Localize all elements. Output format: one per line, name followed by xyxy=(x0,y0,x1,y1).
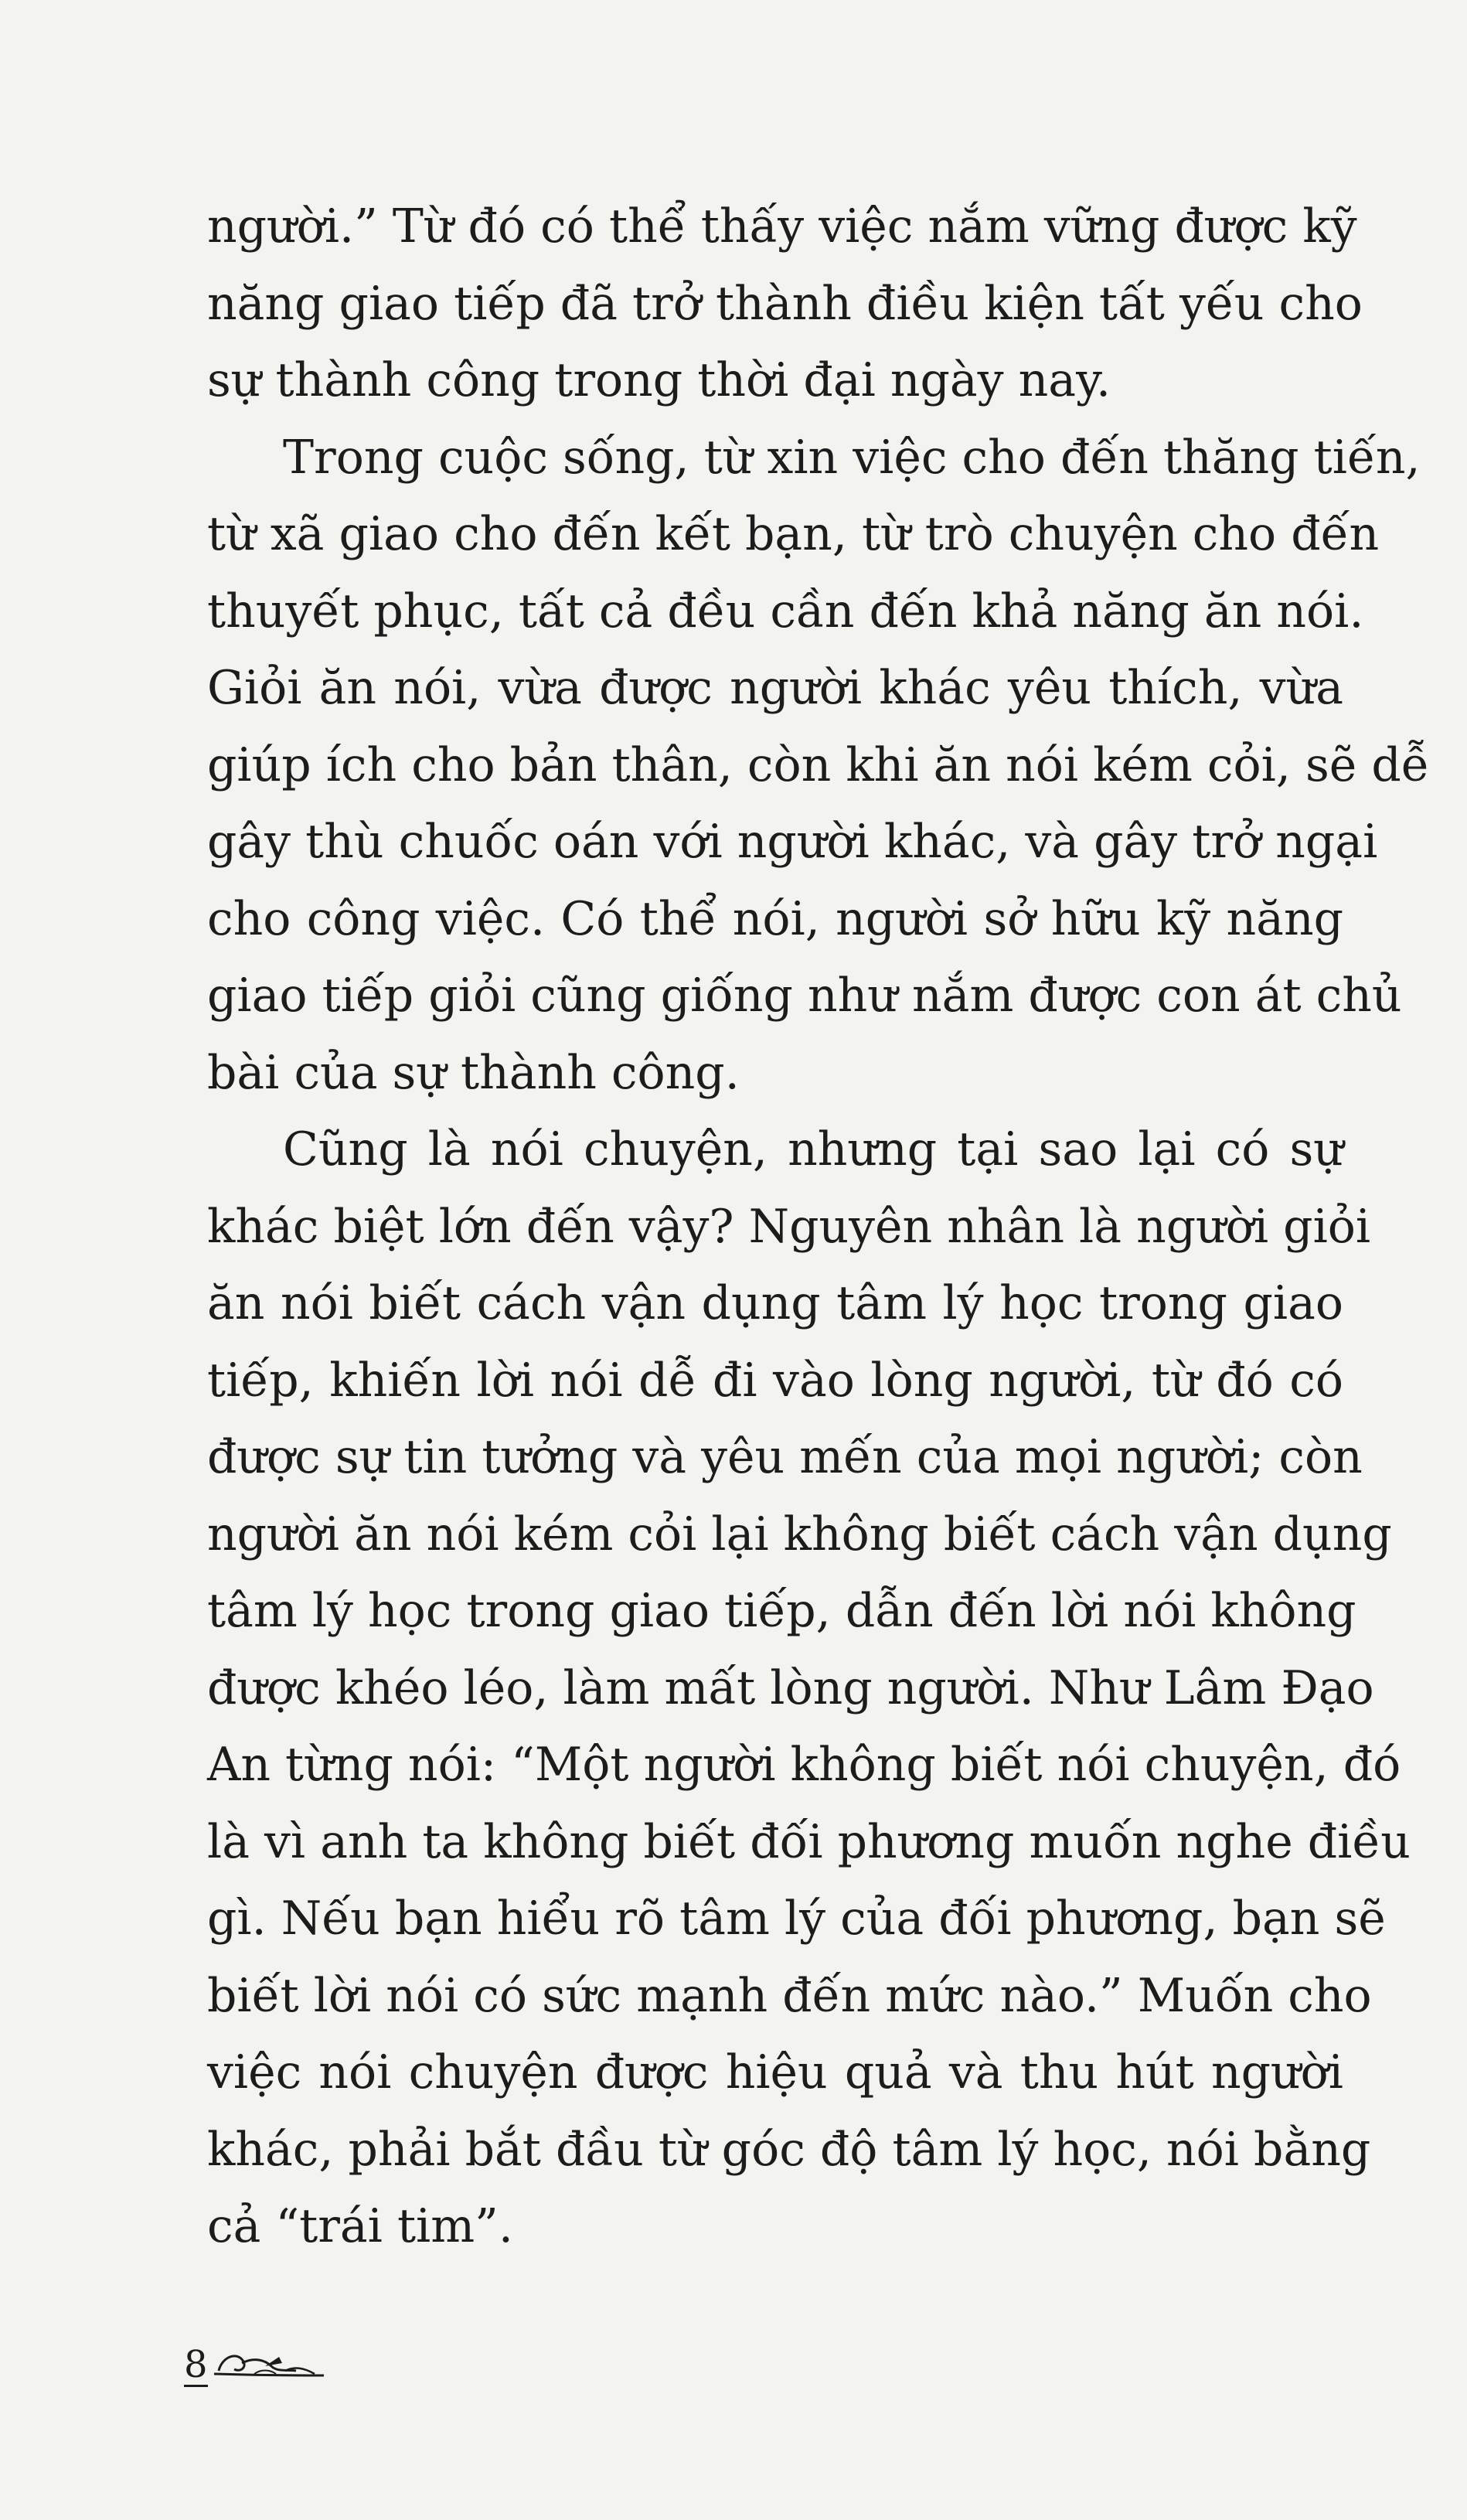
text-line: ăn nói biết cách vận dụng tâm lý học trong giao xyxy=(207,1276,1343,1330)
page-number: 8 xyxy=(184,2343,208,2386)
text-line: khác, phải bắt đầu từ góc độ tâm lý học, nói bằng xyxy=(207,2122,1371,2177)
text-line: giao tiếp giỏi cũng giống như nắm được con át chủ xyxy=(207,969,1402,1023)
text-line: khác biệt lớn đến vậy? Nguyên nhân là người giỏi xyxy=(207,1199,1371,1254)
text-line: được sự tin tưởng và yêu mến của mọi người; còn xyxy=(207,1430,1363,1484)
text-line: người.” Từ đó có thể thấy việc nắm vững được kỹ xyxy=(207,199,1357,254)
text-line: người ăn nói kém cỏi lại không biết cách vận dụng xyxy=(207,1507,1392,1561)
text-line: tâm lý học trong giao tiếp, dẫn đến lời nói không xyxy=(207,1584,1356,1638)
quill-ornament-icon xyxy=(211,2340,327,2390)
page-footer xyxy=(184,2325,327,2387)
text-line: năng giao tiếp đã trở thành điều kiện tất yếu cho xyxy=(207,276,1363,331)
text-line: giúp ích cho bản thân, còn khi ăn nói kém cỏi, sẽ dễ xyxy=(207,737,1430,792)
text-line: gây thù chuốc oán với người khác, và gây trở ngại xyxy=(207,815,1378,869)
text-line: thuyết phục, tất cả đều cần đến khả năng ăn nói. xyxy=(207,584,1364,639)
text-line: Giỏi ăn nói, vừa được người khác yêu thích, vừa xyxy=(207,661,1343,715)
text-line: cả “trái tim”. xyxy=(207,2199,513,2253)
body-text xyxy=(207,189,1430,2266)
text-line: việc nói chuyện được hiệu quả và thu hút người xyxy=(207,2045,1343,2099)
text-line: tiếp, khiến lời nói dễ đi vào lòng người, từ đó có xyxy=(207,1353,1343,1408)
text-line: An từng nói: “Một người không biết nói chuyện, đó xyxy=(207,1738,1401,1792)
text-line: Cũng là nói chuyện, nhưng tại sao lại có sự xyxy=(283,1122,1343,1177)
text-line: được khéo léo, làm mất lòng người. Như Lâm Đạo xyxy=(207,1660,1374,1715)
text-line: là vì anh ta không biết đối phương muốn nghe điều xyxy=(207,1814,1411,1869)
text-line: gì. Nếu bạn hiểu rõ tâm lý của đối phương, bạn sẽ xyxy=(207,1892,1386,1946)
text-line: biết lời nói có sức mạnh đến mức nào.” Muốn cho xyxy=(207,1968,1372,2023)
text-line: từ xã giao cho đến kết bạn, từ trò chuyện cho đến xyxy=(207,507,1380,561)
text-line: bài của sự thành công. xyxy=(207,1045,740,1100)
text-line: Trong cuộc sống, từ xin việc cho đến thăng tiến, xyxy=(283,430,1421,485)
text-line: sự thành công trong thời đại ngày nay. xyxy=(207,353,1111,407)
text-line: cho công việc. Có thể nói, người sở hữu kỹ năng xyxy=(207,891,1343,946)
